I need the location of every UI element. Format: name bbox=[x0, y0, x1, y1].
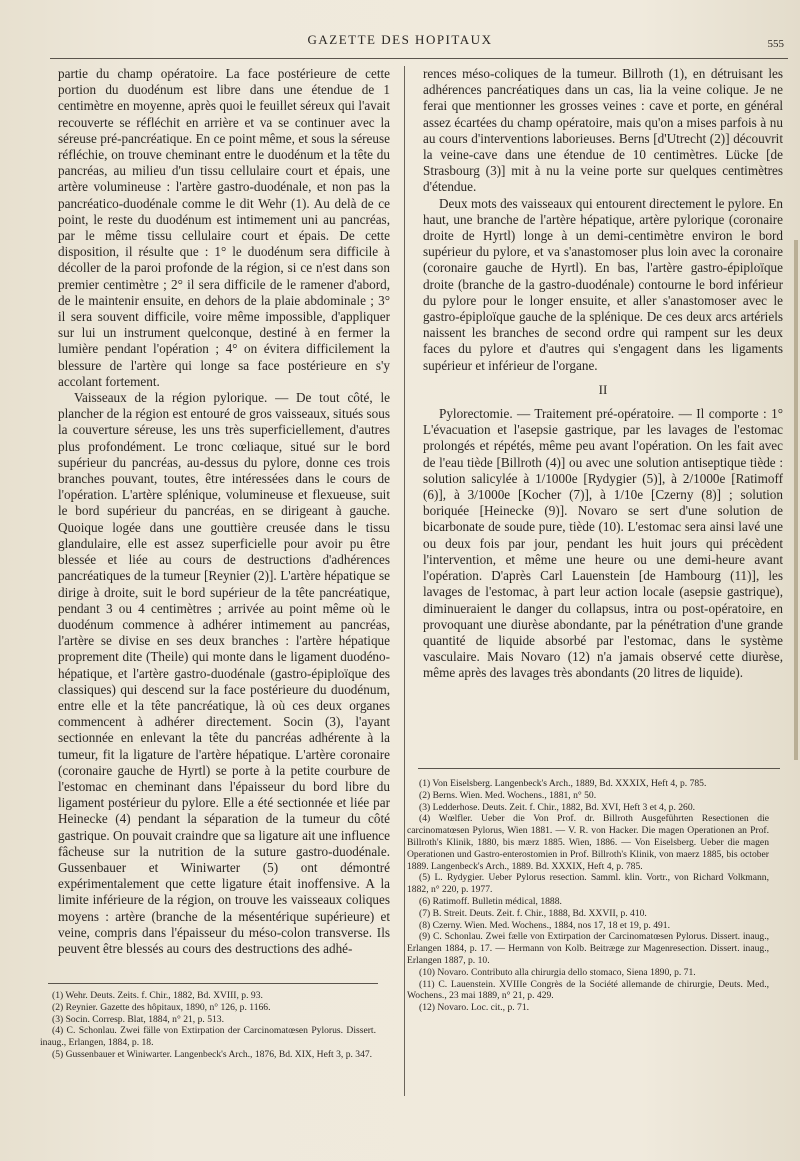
footnote: (3) Socin. Corresp. Blat, 1884, n° 21, p. 513. bbox=[52, 1013, 224, 1025]
footnote: (3) Ledderhose. Deuts. Zeit. f. Chir., 1882, Bd. XVI, Heft 3 et 4, p. 260. bbox=[419, 801, 696, 813]
column-divider bbox=[404, 66, 405, 1096]
page-edge-mark bbox=[794, 240, 798, 760]
left-paragraph-1: partie du champ opératoire. La face postérieure de cette portion du duodénum est libre dans une étendue de 1 centimètre en moyenne, après quoi le feuillet séreux qui l'avait recouverte se réfléchit en arrière et va se continuer avec la séreuse pré-pancréatique. En ce point même, et sous la séreuse réfléchie, on trouve cheminant entre le duodénum et la tête du pancréas, au milieu d'un tissu cellulaire court et épais, une artère volumineuse : l'artère gastro-duodénale, et non pas la pancréatico-duodénale comme le dit Wehr (1). Au delà de ce point, le reste du duodénum est intimement uni au pancréas, par le même tissu cellulaire court et épais. De cette disposition, il résulte que : 1° le duodénum sera difficile à décoller de la paroi profonde de la région, si ce n'est dans son premier centimètre ; 2° il sera difficile de le ramener d'abord, de le maintenir ensuite, en dehors de la plaie abdominale ; 3° il sera souvent difficile, voire même impossible, d'appliquer sur lui un instrument quelconque, destiné à en fermer la lumière pendant l'opération ; 4° on évitera difficilement la blessure de l'artère qui longe sa face postérieure en s'y accolant fortement. bbox=[58, 66, 390, 389]
right-paragraph-1: rences méso-coliques de la tumeur. Billroth (1), en détruisant les adhérences pancréatiques dans un cas, lia la veine colique. Je ne ferai que mentionner les grosses veines : cave et porte, en général assez écartées du champ opératoire, mais qu'on a mises parfois à nu au cours d'interventions laborieuses. Berns [d'Utrecht (2)] découvrit la veine-cave dans une étendue de 10 centimètres. Lücke [de Strasbourg (3)] mit à nu la veine porte sur quelques centimètres d'étendue. bbox=[423, 66, 783, 195]
left-column bbox=[58, 66, 390, 957]
footnote: (1) Von Eiselsberg. Langenbeck's Arch., 1889, Bd. XXXIX, Heft 4, p. 785. bbox=[419, 778, 707, 789]
journal-title: GAZETTE DES HOPITAUX bbox=[307, 32, 493, 47]
left-footnotes bbox=[40, 990, 376, 1061]
right-footnote-rule bbox=[418, 768, 780, 769]
footnote: (2) Reynier. Gazette des hôpitaux, 1890, n° 126, p. 1166. bbox=[52, 1001, 271, 1013]
footnote: (5) Gussenbauer et Winiwarter. Langenbeck's Arch., 1876, Bd. XIX, Heft 3, p. 347. bbox=[52, 1048, 373, 1060]
left-footnote-rule bbox=[48, 983, 378, 984]
footnote: (9) C. Schonlau. Zwei fælle von Extirpation der Carcinomatœsen Pylorus. Dissert. inaug., Erlangen 1884, p. 17. — Hermann von Kolb. Beitræge zur Magenresection. Dissert. inaug., Erlangen 1887, p. 10. bbox=[407, 931, 769, 966]
right-column bbox=[423, 66, 783, 682]
footnote: (8) Czerny. Wien. Med. Wochens., 1884, nos 17, 18 et 19, p. 491. bbox=[419, 919, 670, 931]
footnote: (4) Wœlfler. Ueber die Von Prof. dr. Billroth Ausgeführten Resectionen die carcinomatœsen Pylorus, Wien 1881. — V. R. von Hacker. Die magen Operationen an Prof. Billroth's Klinik, 1880, bis mærz 1885. Wien, 1886. — Von Eiselsberg. Ueber die magen Operationen und Gastro-enterostomien in Prof. Billroth's Klinik, von maerz 1885, bis october 1889. Langenbeck's Arch., 1889. Bd. XXXIX, Heft 4, p. 785. bbox=[407, 813, 769, 872]
footnote: (2) Berns. Wien. Med. Wochens., 1881, n° 50. bbox=[419, 789, 597, 801]
right-paragraph-3: Pylorectomie. — Traitement pré-opératoire. — Il comporte : 1° L'évacuation et l'asepsie gastrique, par les lavages de l'estomac prolongés et répétés, même peu avant l'opération. On les fait avec de l'eau tiède [Billroth (4)] ou avec une solution antiseptique tiède : solution salicylée à 1/1000e [Rydygier (5)], à 2/1000e [Ratimoff (6)], à 3/1000e [Kocher (7)], à 1/10e [Czerny (8)] ; solution boriquée [Heinecke (9)]. Novaro se sert d'une solution de bicarbonate de soude pure, tiède (10). L'estomac sera ainsi lavé une ou deux fois par jour, pendant les huit jours qui précèdent l'intervention, et même une heure ou une demi-heure avant l'opération. D'après Carl Lauenstein [de Hambourg (11)], les lavages de l'estomac, à part leur action locale (asepsie gastrique), diminueraient le danger du collapsus, intra ou post-opératoire, en provoquant une diurèse abondante, par la pénétration d'une grande quantité de liquide absorbé par l'estomac, dans le système vasculaire. Mais Novaro (12) n'a jamais observé cette diurèse, même après des lavages très abondants (20 litres de liquide). bbox=[423, 406, 783, 681]
footnote: (10) Novaro. Contributo alla chirurgia dello stomaco, Siena 1890, p. 71. bbox=[419, 966, 696, 978]
left-paragraph-2: Vaisseaux de la région pylorique. — De tout côté, le plancher de la région est entouré de gros vaisseaux, situés sous la couverture séreuse, les uns très superficiellement, d'autres plus profondément. Le tronc cœliaque, situé sur le bord supérieur du pancréas, au-dessus du pylore, donne ces trois branches pouvant, toutes, être intéressées dans le cours de l'opération. L'artère splénique, volumineuse et flexueuse, suit le bord supérieur du pancréas, en se dirigeant à gauche. Quoique logée dans une gouttière creusée dans le tissu glandulaire, elle est assez superficielle pour avoir pu être blessée et liée au cours de destructions d'adhérences pancréatiques de la tumeur [Reynier (2)]. L'artère hépatique se dirige à droite, suit le bord supérieur de la tête pancréatique, pendant 3 ou 4 centimètres ; arrivée au point même où le duodénum commence à adhérer intimement au pancréas, l'artère se divise en ses deux branches : l'artère hépatique proprement dite (Theile) qui monte dans le ligament duodéno-hépatique, et l'artère gastro-duodénale (gastro-épiploïque des classiques) qui descend sur la face postérieure du duodénum, entre elle et la tête pancréatique, là où ces deux organes commencent à adhérer directement. Socin (3), l'ayant sectionnée en enlevant la tête du pancréas adhérente à la tumeur, fit la ligature de l'artère hépatique. L'artère coronaire (coronaire gauche de Hyrtl) se porte à la petite courbure de l'estomac en cheminant dans l'épaisseur du bord libre du ligament postérieur du pylore. Elle a été sectionnée et liée par Heinecke (4) pendant la séparation de la tumeur du côté gastrique. On pouvait craindre que sa ligature ait une influence fâcheuse sur la nutrition de la suture gastro-duodénale. Gussenbauer et Winiwarter (5) ont démontré expérimentalement que cette ligature était inoffensive. A la limite inférieure de la région, on trouve les vaisseaux coliques moyens : artère (branche de la mésentérique supérieure) et veine, compris dans l'épaisseur du méso-colon transverse. Ils peuvent être blessés au cours des destructions des adhé- bbox=[58, 390, 390, 956]
footnote: (6) Ratimoff. Bulletin médical, 1888. bbox=[419, 895, 562, 907]
right-footnotes bbox=[407, 778, 769, 1014]
footnote: (7) B. Streit. Deuts. Zeit. f. Chir., 1888, Bd. XXVII, p. 410. bbox=[419, 907, 647, 919]
header-rule bbox=[50, 58, 788, 59]
footnote: (5) L. Rydygier. Ueber Pylorus resection. Samml. klin. Vortr., von Richard Volkmann, 1882, n° 220, p. 1977. bbox=[407, 872, 769, 896]
footnote: (11) C. Lauenstein. XVIIIe Congrès de la Société allemande de chirurgie, Deuts. Med., Wochens., 23 mai 1889, n° 21, p. 429. bbox=[407, 978, 769, 1002]
section-number: II bbox=[598, 381, 608, 397]
footnote: (1) Wehr. Deuts. Zeits. f. Chir., 1882, Bd. XVIII, p. 93. bbox=[52, 990, 263, 1001]
page-header bbox=[0, 30, 800, 54]
right-paragraph-2: Deux mots des vaisseaux qui entourent directement le pylore. En haut, une branche de l'artère hépatique, artère pylorique (coronaire droite de Hyrtl) longe à un demi-centimètre environ le bord supérieur du pylore, et va s'anastomoser plus loin avec la coronaire (coronaire gauche de Hyrtl). En bas, l'artère gastro-épiploïque droite (branche de la gastro-duodénale) contourne le bord inférieur du pylore pour le longer ensuite, et aller s'anastomoser avec le gastro-épiploïque gauche de la splénique. De ces deux arcs artériels naissent les branches de second ordre qui rampent sur les deux faces du pylore et d'autres qui s'engagent dans les ligaments supérieur et inférieur de l'organe. bbox=[423, 195, 783, 373]
footnote: (12) Novaro. Loc. cit., p. 71. bbox=[419, 1002, 530, 1014]
page-number: 555 bbox=[767, 38, 784, 50]
footnote: (4) C. Schonlau. Zwei fälle von Extirpation der Carcinomatœsen Pylorus. Dissert. inaug., Erlangen, 1884, p. 18. bbox=[40, 1025, 376, 1049]
